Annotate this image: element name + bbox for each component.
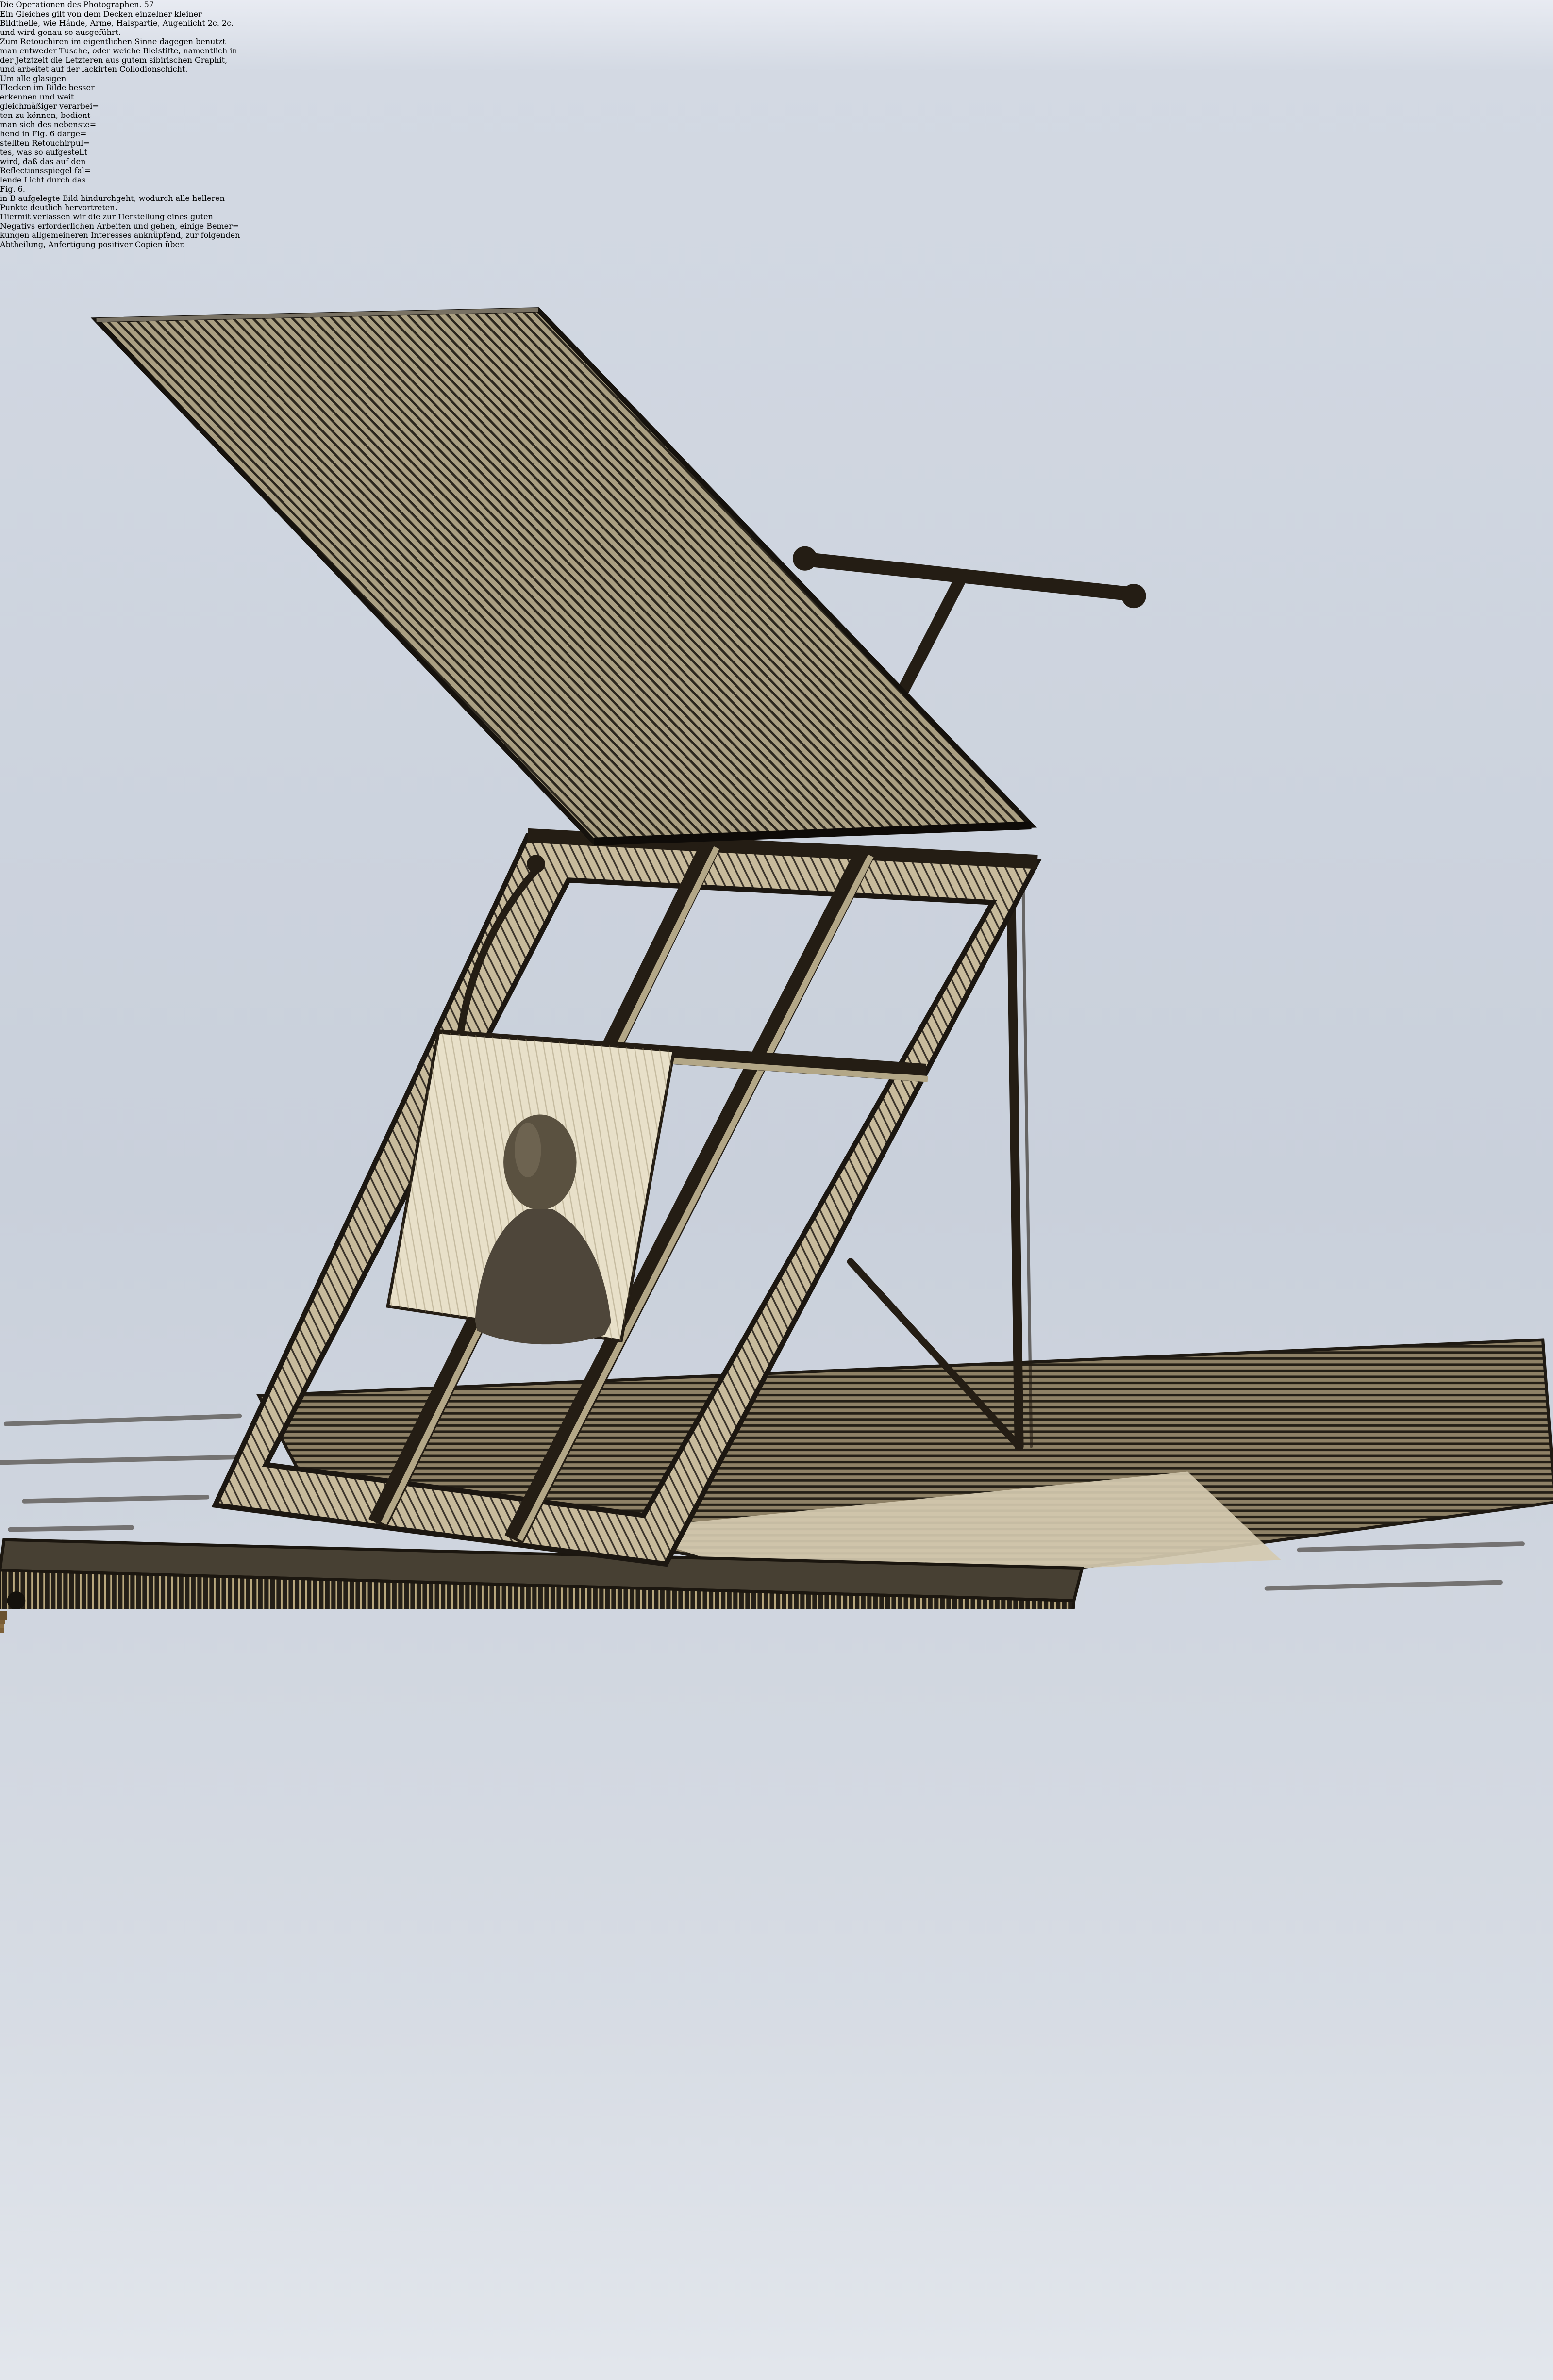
text-line: gleichmäßiger verarbei= xyxy=(0,101,99,111)
text-line: man sich des nebenste= xyxy=(0,120,97,129)
adjacent-page-edge xyxy=(0,0,77,2376)
text-line: erkennen und weit xyxy=(0,92,74,101)
text-line: Flecken im Bilde besser xyxy=(0,83,95,92)
mirror-lid xyxy=(97,310,1032,842)
text-line: man entweder Tusche, oder weiche Bleistifte, namentlich in xyxy=(0,46,237,55)
text-line: Punkte deutlich hervortreten. xyxy=(0,203,117,212)
paragraph xyxy=(0,194,1553,212)
hinge-pivot xyxy=(527,855,545,873)
text-area xyxy=(0,0,1553,249)
text-line: in B aufgelegte Bild hindurchgeht, wodurch alle helleren xyxy=(0,194,225,203)
running-title: Die Operationen des Photographen. xyxy=(0,0,142,9)
text-line: und arbeitet auf der lackirten Collodionschicht. xyxy=(0,65,188,74)
page-header xyxy=(0,0,1553,9)
portrait-head xyxy=(503,1114,577,1210)
text-line: Abtheilung, Anfertigung positiver Copien über. xyxy=(0,240,185,249)
text-line: ten zu können, bedient xyxy=(0,111,91,120)
text-line: tes, was so aufgestellt xyxy=(0,148,87,157)
paragraph xyxy=(0,212,1553,249)
t-handle xyxy=(793,546,1146,609)
text-line: der Jetztzeit die Letzteren aus gutem sibirischen Graphit, xyxy=(0,55,228,65)
figure-caption: Fig. 6. xyxy=(0,184,25,194)
text-line: Ein Gleiches gilt von dem Decken einzelner kleiner xyxy=(0,9,202,18)
page-number: 57 xyxy=(144,0,154,9)
text-line: lende Licht durch das xyxy=(0,175,86,184)
text-line: Negativs erforderlichen Arbeiten und gehen, einige Bemer= xyxy=(0,221,239,231)
text-line: Reflectionsspiegel fal= xyxy=(0,166,91,175)
text-line: wird, daß das auf den xyxy=(0,157,86,166)
text-line: hend in Fig. 6 darge= xyxy=(0,129,87,138)
figure-engraving-retouching-desk xyxy=(0,249,1553,1609)
text-line: Zum Retouchiren im eigentlichen Sinne dagegen benutzt xyxy=(0,37,226,46)
text-line: Hiermit verlassen wir die zur Herstellung eines guten xyxy=(0,212,213,221)
text-line: Bildtheile, wie Hände, Arme, Halspartie, Augenlicht 2c. 2c. xyxy=(0,18,234,28)
column-beside-figure xyxy=(0,74,1553,184)
paragraph xyxy=(0,37,1553,74)
text-line: Um alle glasigen xyxy=(0,74,67,83)
handle-stem xyxy=(897,576,962,701)
text-line: kungen allgemeineren Interesses anknüpfend, zur folgenden xyxy=(0,231,240,240)
text-line: stellten Retouchirpul= xyxy=(0,138,90,148)
paragraph xyxy=(0,9,1553,37)
text-line: und wird genau so ausgeführt. xyxy=(0,28,121,37)
